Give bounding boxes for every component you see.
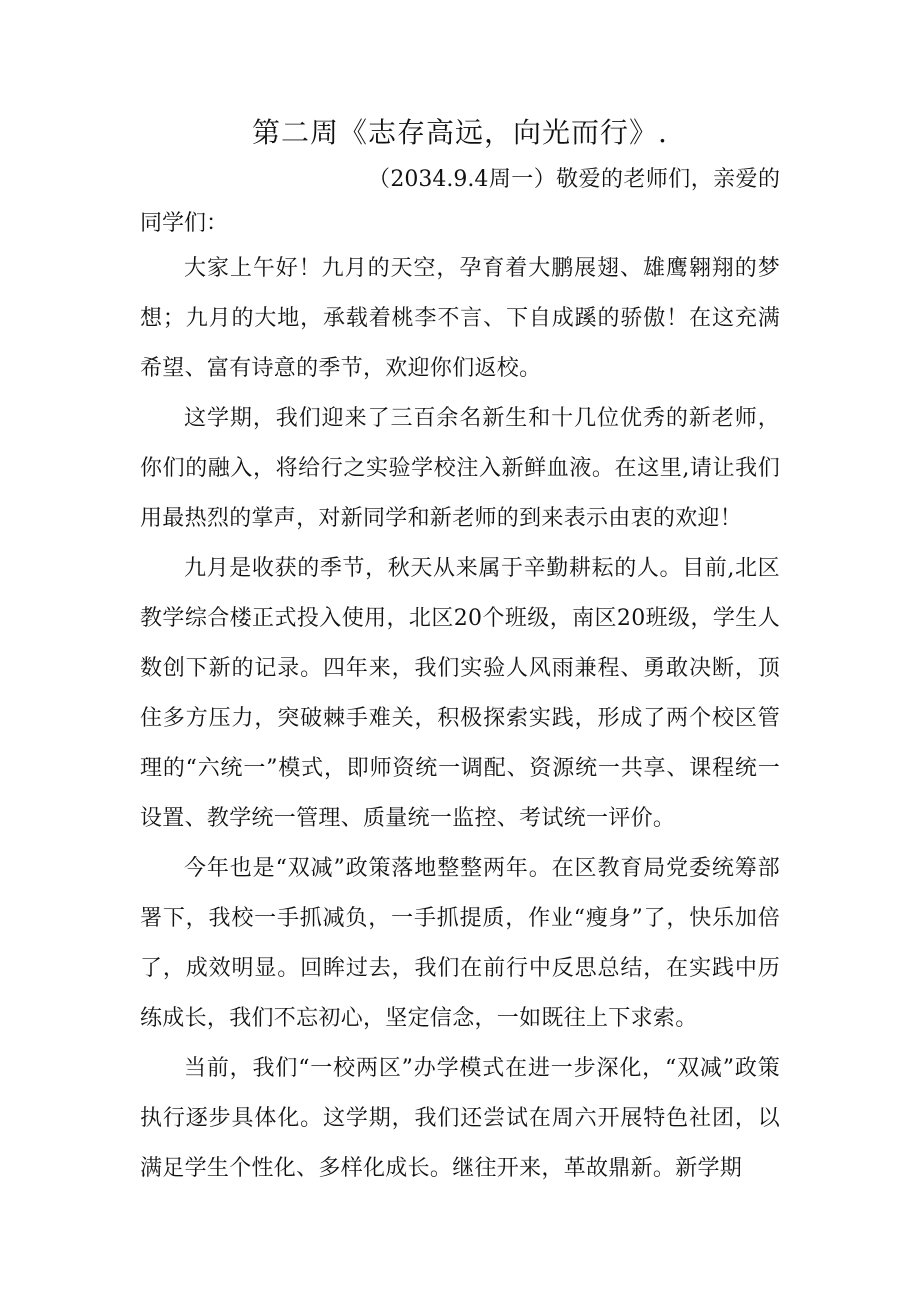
dateline-greeting: （2034.9.4周一）敬爱的老师们，亲爱的同学们： (140, 167, 780, 236)
document-title: 第二周《志存高远，向光而行》. (252, 116, 668, 149)
paragraph: 这学期，我们迎来了三百余名新生和十几位优秀的新老师，你们的融入，将给行之实验学校注入新鲜血液。在这里,请让我们用最热烈的掌声，对新同学和新老师的到来表示由衷的欢迎！ (140, 406, 780, 531)
paragraph: 大家上午好！九月的天空，孕育着大鹏展翅、雄鹰翱翔的梦想；九月的大地，承载着桃李不言、下自成蹊的骄傲！在这充满希望、富有诗意的季节，欢迎你们返校。 (140, 256, 780, 381)
paragraph: 九月是收获的季节，秋天从来属于辛勤耕耘的人。目前,北区教学综合楼正式投入使用，北区20个班级，南区20班级，学生人数创下新的记录。四年来，我们实验人风雨兼程、勇敢决断，顶住多方压力，突破棘手难关，积极探索实践，形成了两个校区管理的“六统一”模式，即师资统一调配、资源统一共享、课程统一设置、教学统一管理、质量统一监控、考试统一评价。 (140, 556, 780, 831)
paragraph: 今年也是“双减”政策落地整整两年。在区教育局党委统筹部署下，我校一手抓减负，一手抓提质，作业“瘦身”了，快乐加倍了，成效明显。回眸过去，我们在前行中反思总结，在实践中历练成长，我们不忘初心，坚定信念，一如既往上下求索。 (140, 856, 780, 1031)
paragraph: 当前，我们“一校两区”办学模式在进一步深化，“双减”政策执行逐步具体化。这学期，我们还尝试在周六开展特色社团，以满足学生个性化、多样化成长。继往开来，革故鼎新。新学期 (140, 1056, 780, 1181)
document-body (140, 244, 780, 1194)
